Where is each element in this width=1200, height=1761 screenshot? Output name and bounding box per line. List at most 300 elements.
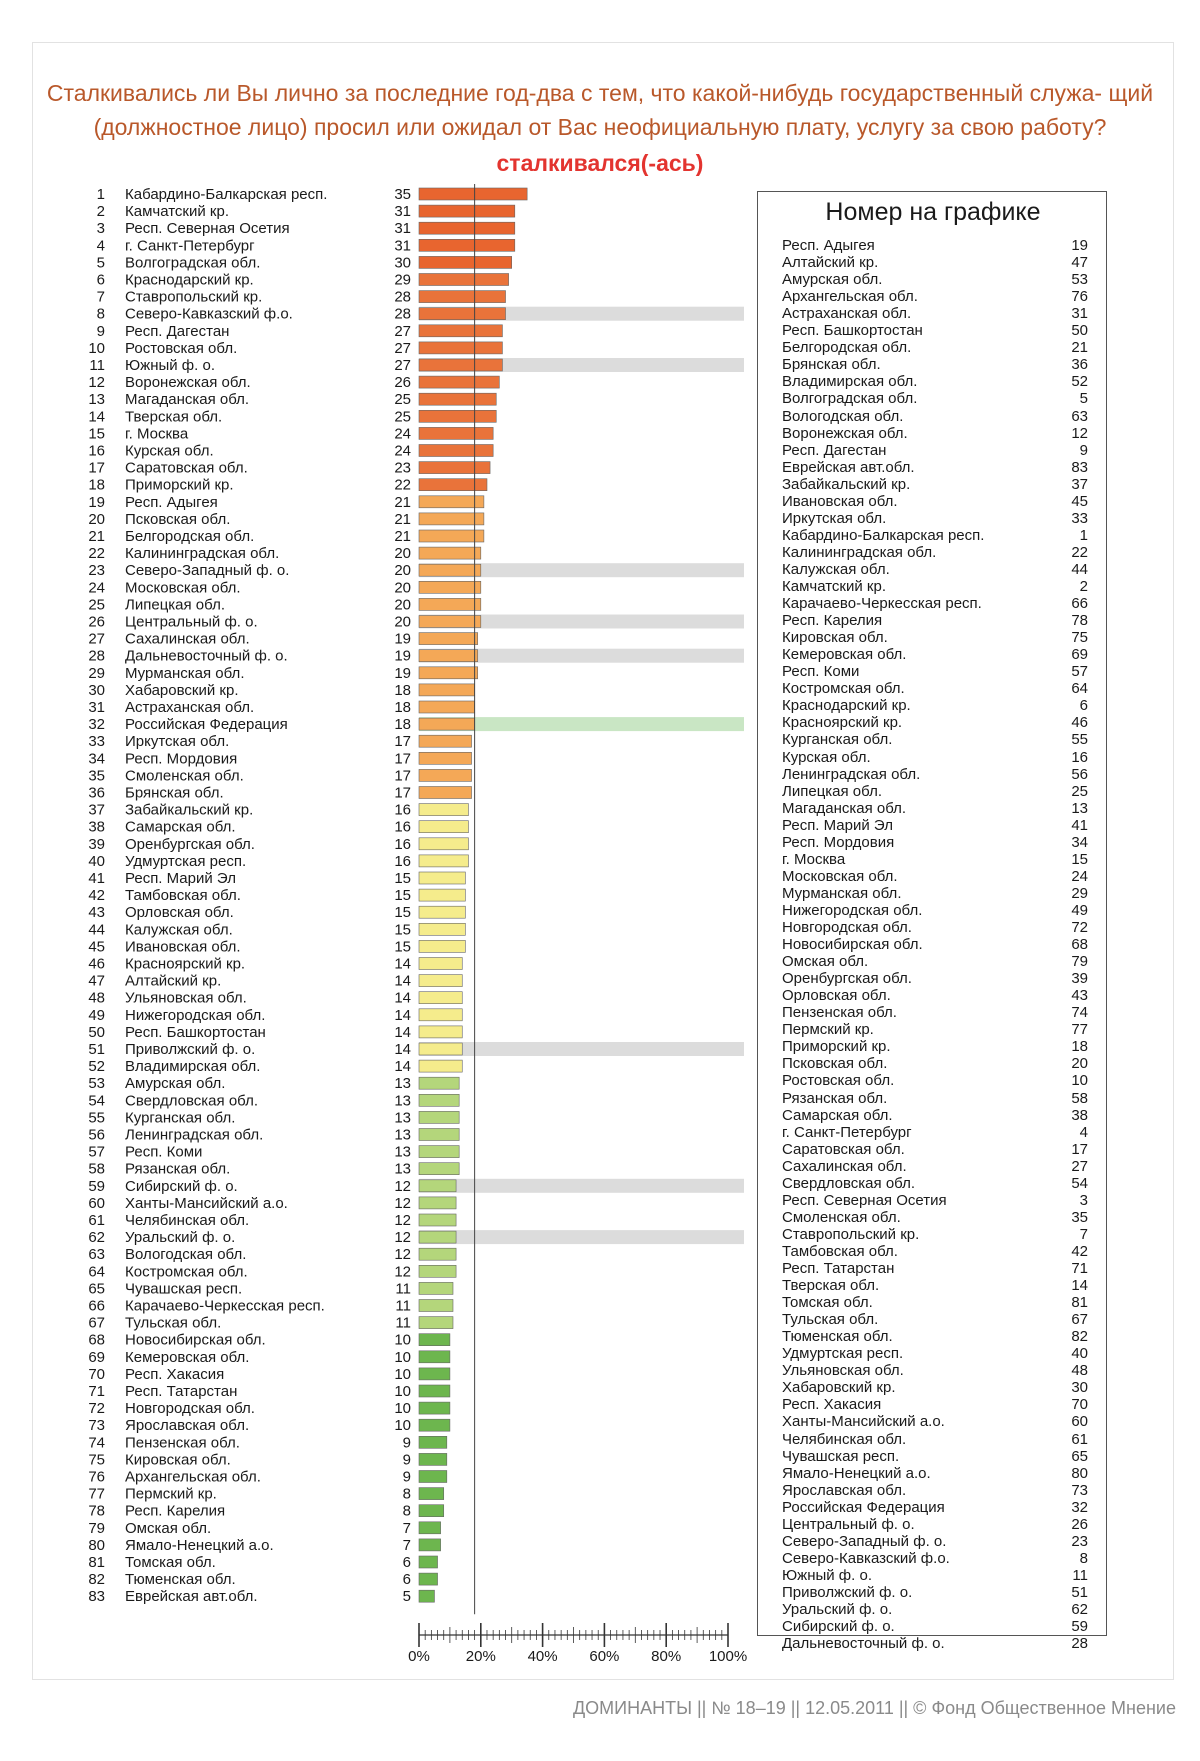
- bar: [419, 1317, 453, 1329]
- category-label: Оренбургская обл.: [125, 835, 255, 853]
- category-label: Калужская обл.: [125, 921, 233, 939]
- value-label: 13: [394, 1160, 411, 1178]
- legend-item: [782, 1635, 1088, 1652]
- bar: [419, 410, 496, 422]
- value-label: 20: [394, 562, 411, 580]
- value-label: 12: [394, 1212, 411, 1229]
- legend-item-number: 69: [1071, 646, 1088, 664]
- bar: [419, 1094, 459, 1106]
- x-tick-label: 60%: [589, 1648, 620, 1665]
- legend-item-number: 52: [1071, 373, 1088, 391]
- legend-item-number: 68: [1071, 936, 1088, 954]
- category-label: Красноярский кр.: [125, 955, 246, 973]
- value-label: 20: [394, 579, 411, 597]
- value-label: 14: [394, 972, 411, 990]
- value-label: 30: [394, 254, 411, 272]
- value-label: 15: [394, 938, 411, 956]
- category-label: Новгородская обл.: [125, 1400, 255, 1418]
- bar: [419, 958, 462, 970]
- legend-item-name: Калининградская обл.: [782, 543, 937, 561]
- row-rank: 28: [88, 647, 105, 665]
- legend-item-name: Уральский ф. о.: [782, 1601, 893, 1618]
- legend-item: [782, 851, 1088, 868]
- row-rank: 68: [88, 1331, 105, 1349]
- row-rank: 71: [88, 1383, 105, 1400]
- row-rank: 34: [88, 750, 105, 768]
- value-label: 12: [394, 1177, 411, 1195]
- legend-item: [782, 459, 1088, 476]
- category-label: Респ. Хакасия: [125, 1365, 225, 1383]
- legend-item-name: Новгородская обл.: [782, 919, 912, 936]
- legend-item-name: Оренбургская обл.: [782, 970, 912, 988]
- legend-box: [757, 191, 1107, 1653]
- legend-item-number: 82: [1071, 1328, 1088, 1346]
- legend-item-number: 58: [1071, 1089, 1088, 1107]
- legend-item-name: Северо-Западный ф. о.: [782, 1532, 947, 1550]
- category-label: Сахалинская обл.: [125, 630, 250, 648]
- legend-item: [782, 390, 1088, 407]
- x-tick-label: 40%: [527, 1648, 558, 1665]
- category-label: Алтайский кр.: [125, 972, 222, 990]
- legend-item-name: Псковская обл.: [782, 1055, 888, 1073]
- value-label: 17: [394, 784, 411, 802]
- bar: [419, 1402, 450, 1414]
- row-rank: 18: [88, 476, 105, 494]
- legend-item: [782, 868, 1088, 885]
- value-label: 25: [394, 408, 411, 426]
- legend-item-name: Костромская обл.: [782, 680, 905, 698]
- row-rank: 42: [88, 887, 105, 905]
- value-label: 18: [394, 716, 411, 734]
- bar: [419, 769, 472, 781]
- legend-item: [782, 254, 1088, 271]
- value-label: 15: [394, 870, 411, 887]
- bar: [419, 855, 468, 867]
- category-label: Приморский кр.: [125, 476, 234, 494]
- value-label: 10: [394, 1331, 411, 1349]
- value-label: 24: [394, 442, 411, 460]
- legend-item: [782, 442, 1088, 459]
- row-rank: 19: [88, 493, 105, 511]
- row-rank: 37: [88, 801, 105, 819]
- legend-item-number: 2: [1079, 578, 1088, 595]
- legend-item-number: 14: [1071, 1277, 1088, 1295]
- chart-title: Сталкивались ли Вы лично за последние год-два с тем, что какой-нибудь государственный служа- щий (должностное лицо) просил или ожидал от Вас неофициальную плату, услугу за свою работу?: [46, 80, 1154, 140]
- category-label: Самарская обл.: [125, 818, 236, 836]
- legend-item-name: Респ. Марий Эл: [782, 816, 893, 834]
- value-label: 6: [402, 1571, 411, 1589]
- value-label: 7: [402, 1536, 411, 1554]
- bar: [419, 479, 487, 491]
- value-label: 16: [394, 835, 411, 853]
- bar: [419, 1488, 444, 1500]
- bar: [419, 205, 515, 217]
- chart-rows: [88, 184, 527, 1614]
- legend-item-number: 76: [1071, 288, 1088, 306]
- row-rank: 30: [88, 681, 105, 699]
- category-label: Магаданская обл.: [125, 391, 250, 409]
- legend-item-number: 81: [1071, 1294, 1088, 1312]
- category-label: Калининградская обл.: [125, 545, 280, 563]
- legend-item-name: Саратовская обл.: [782, 1140, 905, 1158]
- category-label: Ямало-Ненецкий а.о.: [125, 1536, 274, 1554]
- row-rank: 62: [88, 1229, 105, 1247]
- bar: [419, 992, 462, 1004]
- legend-item-number: 72: [1071, 919, 1088, 936]
- legend-item-name: Кировская обл.: [782, 629, 888, 647]
- value-label: 7: [402, 1519, 411, 1537]
- legend-item-number: 65: [1071, 1447, 1088, 1465]
- category-label: Респ. Татарстан: [125, 1383, 238, 1400]
- category-label: Кировская обл.: [125, 1451, 231, 1469]
- value-label: 8: [402, 1502, 411, 1520]
- legend-item-name: Ивановская обл.: [782, 492, 898, 510]
- bar: [419, 1043, 462, 1055]
- legend-item-number: 23: [1071, 1532, 1088, 1550]
- legend-item-number: 45: [1071, 492, 1088, 510]
- bar: [419, 633, 478, 645]
- legend-item-name: Ханты-Мансийский а.о.: [782, 1413, 945, 1431]
- bar: [419, 1197, 456, 1209]
- bar: [419, 359, 502, 371]
- bar: [419, 1248, 456, 1260]
- legend-item-number: 63: [1071, 407, 1088, 425]
- bar: [419, 1026, 462, 1038]
- row-rank: 78: [88, 1502, 105, 1520]
- row-rank: 66: [88, 1297, 105, 1315]
- legend-item-name: Алтайский кр.: [782, 254, 879, 272]
- legend-item-number: 7: [1079, 1225, 1088, 1243]
- row-rank: 49: [88, 1006, 105, 1024]
- legend-item: [782, 1226, 1088, 1243]
- legend-item-number: 27: [1071, 1157, 1088, 1175]
- legend-item-number: 9: [1079, 441, 1088, 459]
- bar: [419, 1351, 450, 1363]
- bar: [419, 1385, 450, 1397]
- value-label: 14: [394, 1041, 411, 1058]
- bar: [419, 787, 472, 799]
- legend-item: [782, 339, 1088, 356]
- legend-item: [782, 885, 1088, 902]
- category-label: Ярославская обл.: [125, 1417, 250, 1435]
- category-label: Еврейская авт.обл.: [125, 1588, 258, 1606]
- legend-item-name: Респ. Хакасия: [782, 1396, 882, 1414]
- row-rank: 46: [88, 955, 105, 973]
- legend-item: [782, 766, 1088, 783]
- value-label: 19: [394, 647, 411, 665]
- value-label: 12: [394, 1246, 411, 1264]
- row-rank: 82: [88, 1571, 105, 1589]
- category-label: Новосибирская обл.: [125, 1331, 266, 1349]
- legend-item-name: Свердловская обл.: [782, 1174, 915, 1192]
- value-label: 22: [394, 476, 411, 494]
- value-label: 21: [394, 493, 411, 511]
- legend-item: [782, 1260, 1088, 1277]
- legend-item-name: Астраханская обл.: [782, 305, 912, 323]
- bar: [419, 1590, 434, 1602]
- legend-item: [782, 970, 1088, 987]
- bar: [419, 1265, 456, 1277]
- legend-item-name: Брянская обл.: [782, 356, 881, 374]
- row-rank: 9: [96, 322, 105, 340]
- category-label: Костромская обл.: [125, 1263, 248, 1281]
- value-label: 17: [394, 733, 411, 751]
- row-rank: 77: [88, 1485, 105, 1503]
- bar: [419, 1368, 450, 1380]
- legend-item-name: Ульяновская обл.: [782, 1362, 904, 1380]
- legend-item: [782, 1141, 1088, 1158]
- bar: [419, 1282, 453, 1294]
- legend-item-number: 74: [1071, 1004, 1088, 1022]
- legend-item-name: Томская обл.: [782, 1294, 873, 1312]
- legend-item-name: Тульская обл.: [782, 1311, 879, 1329]
- value-label: 27: [394, 339, 411, 357]
- value-label: 13: [394, 1126, 411, 1144]
- category-label: Томская обл.: [125, 1554, 216, 1571]
- value-label: 10: [394, 1348, 411, 1366]
- value-label: 13: [394, 1109, 411, 1127]
- legend-item: [782, 1294, 1088, 1311]
- legend-item-name: Иркутская обл.: [782, 509, 887, 527]
- category-label: Белгородская обл.: [125, 528, 255, 545]
- legend-item: [782, 902, 1088, 919]
- row-rank: 70: [88, 1365, 105, 1383]
- row-rank: 47: [88, 972, 105, 990]
- legend-item: [782, 612, 1088, 629]
- legend-item: [782, 373, 1088, 390]
- legend-item-number: 36: [1071, 356, 1088, 374]
- legend-item-name: Тверская обл.: [782, 1277, 880, 1295]
- category-label: Ставропольский кр.: [125, 288, 263, 306]
- row-band: [419, 1179, 744, 1193]
- row-rank: 27: [88, 630, 105, 648]
- category-label: Северо-Кавказский ф.о.: [125, 305, 293, 323]
- value-label: 14: [394, 1006, 411, 1024]
- value-label: 10: [394, 1365, 411, 1383]
- legend-item-name: Липецкая обл.: [782, 782, 882, 800]
- value-label: 8: [402, 1485, 411, 1503]
- legend-item: [782, 749, 1088, 766]
- value-label: 18: [394, 681, 411, 699]
- value-label: 15: [394, 887, 411, 905]
- legend-item-name: Челябинская обл.: [782, 1430, 907, 1448]
- legend-item-number: 16: [1071, 748, 1088, 766]
- legend-item: [782, 1413, 1088, 1430]
- legend-item: [782, 1431, 1088, 1448]
- value-label: 12: [394, 1229, 411, 1247]
- row-band: [419, 1042, 744, 1056]
- legend-item-name: Калужская обл.: [782, 560, 890, 578]
- x-tick-label: 20%: [465, 1648, 496, 1665]
- legend-item-name: Ленинградская обл.: [782, 765, 921, 783]
- bar: [419, 718, 475, 730]
- legend-item-name: Архангельская обл.: [782, 288, 918, 306]
- row-rank: 1: [96, 186, 105, 203]
- value-label: 19: [394, 664, 411, 682]
- legend-item-name: Пензенская обл.: [782, 1004, 897, 1022]
- legend-item: [782, 1448, 1088, 1465]
- legend-item-name: Московская обл.: [782, 867, 898, 885]
- row-rank: 75: [88, 1451, 105, 1469]
- bar: [419, 1129, 459, 1141]
- legend-item: [782, 1243, 1088, 1260]
- value-label: 11: [395, 1314, 411, 1332]
- legend-item: [782, 1465, 1088, 1482]
- legend-item: [782, 237, 1088, 254]
- legend-item-name: Тамбовская обл.: [782, 1242, 898, 1260]
- row-rank: 7: [96, 288, 105, 306]
- value-label: 12: [394, 1263, 411, 1281]
- legend-item-number: 77: [1071, 1021, 1088, 1039]
- row-rank: 74: [88, 1434, 105, 1452]
- legend-item: [782, 1618, 1088, 1635]
- row-band: [419, 1230, 744, 1244]
- legend-item-number: 42: [1071, 1242, 1088, 1260]
- row-rank: 38: [88, 818, 105, 836]
- category-label: Ленинградская обл.: [125, 1126, 264, 1144]
- legend-item-name: Смоленская обл.: [782, 1208, 901, 1226]
- legend-item-name: Северо-Кавказский ф.о.: [782, 1549, 950, 1567]
- legend-item: [782, 1482, 1088, 1499]
- legend-item-number: 55: [1071, 731, 1088, 749]
- row-rank: 59: [88, 1177, 105, 1195]
- legend-item-name: Сибирский ф. о.: [782, 1618, 895, 1636]
- legend-item-number: 80: [1071, 1464, 1088, 1482]
- bar: [419, 1453, 447, 1465]
- row-rank: 64: [88, 1263, 105, 1281]
- row-rank: 5: [96, 254, 105, 272]
- legend-item: [782, 1396, 1088, 1413]
- legend-item-number: 21: [1071, 339, 1088, 357]
- row-rank: 4: [96, 237, 105, 255]
- legend-item-name: Мурманская обл.: [782, 884, 902, 902]
- legend-item-name: г. Санкт-Петербург: [782, 1123, 912, 1141]
- legend-item: [782, 714, 1088, 731]
- legend-item-name: Камчатский кр.: [782, 578, 886, 595]
- legend-item: [782, 731, 1088, 748]
- category-label: Курская обл.: [125, 442, 214, 460]
- bar: [419, 940, 465, 952]
- value-label: 24: [394, 425, 411, 443]
- row-rank: 16: [88, 442, 105, 460]
- row-rank: 61: [88, 1212, 105, 1229]
- bar: [419, 1077, 459, 1089]
- category-label: Респ. Адыгея: [125, 493, 218, 511]
- legend-item-number: 71: [1071, 1260, 1088, 1277]
- row-rank: 51: [88, 1041, 105, 1058]
- value-label: 6: [402, 1554, 411, 1571]
- legend-item: [782, 1277, 1088, 1294]
- row-rank: 56: [88, 1126, 105, 1144]
- bar: [419, 752, 472, 764]
- row-rank: 23: [88, 562, 105, 580]
- value-label: 28: [394, 288, 411, 306]
- legend-item-number: 5: [1079, 390, 1088, 408]
- x-axis: [408, 1623, 747, 1665]
- value-label: 17: [394, 767, 411, 785]
- legend-item: [782, 1516, 1088, 1533]
- legend-item: [782, 663, 1088, 680]
- legend-item: [782, 578, 1088, 595]
- value-label: 14: [394, 989, 411, 1007]
- legend-item: [782, 1550, 1088, 1567]
- legend-item: [782, 527, 1088, 544]
- category-label: Тамбовская обл.: [125, 887, 241, 905]
- legend-item: [782, 1567, 1088, 1584]
- legend-item: [782, 408, 1088, 425]
- value-label: 16: [394, 801, 411, 819]
- legend-item-number: 62: [1071, 1601, 1088, 1618]
- legend-item-number: 18: [1071, 1038, 1088, 1056]
- legend-item-name: Респ. Адыгея: [782, 237, 875, 254]
- bar: [419, 684, 475, 696]
- row-rank: 45: [88, 938, 105, 956]
- bar: [419, 650, 478, 662]
- legend-item-number: 37: [1071, 475, 1088, 493]
- row-rank: 26: [88, 613, 105, 631]
- row-rank: 21: [88, 528, 105, 545]
- bar: [419, 1060, 462, 1072]
- value-label: 20: [394, 613, 411, 631]
- legend-item-number: 10: [1071, 1072, 1088, 1090]
- category-label: Тульская обл.: [125, 1314, 222, 1332]
- row-rank: 76: [88, 1468, 105, 1486]
- row-rank: 44: [88, 921, 105, 939]
- legend-item: [782, 595, 1088, 612]
- bar: [419, 1231, 456, 1243]
- legend-item-number: 41: [1071, 816, 1088, 834]
- bar: [419, 376, 499, 388]
- legend-item-name: Удмуртская респ.: [782, 1345, 904, 1363]
- legend-item-name: Южный ф. о.: [782, 1566, 872, 1584]
- value-label: 5: [402, 1588, 411, 1606]
- category-label: Респ. Башкортостан: [125, 1023, 266, 1041]
- value-label: 17: [394, 750, 411, 768]
- value-label: 20: [394, 545, 411, 563]
- legend-item-name: Нижегородская обл.: [782, 901, 923, 919]
- value-label: 15: [394, 904, 411, 922]
- legend-item-name: Омская обл.: [782, 953, 869, 971]
- category-label: Южный ф. о.: [125, 357, 215, 374]
- row-rank: 60: [88, 1194, 105, 1212]
- category-label: Приволжский ф. о.: [125, 1041, 256, 1058]
- legend-item-name: Орловская обл.: [782, 987, 891, 1005]
- legend-item-number: 25: [1071, 782, 1088, 800]
- bar: [419, 1300, 453, 1312]
- category-label: Сибирский ф. о.: [125, 1177, 238, 1195]
- row-rank: 58: [88, 1160, 105, 1178]
- bar: [419, 308, 506, 320]
- legend-item: [782, 1584, 1088, 1601]
- row-rank: 57: [88, 1143, 105, 1161]
- bar: [419, 1539, 441, 1551]
- legend-item-number: 49: [1071, 901, 1088, 919]
- bar: [419, 274, 509, 286]
- bar: [419, 906, 465, 918]
- bar: [419, 291, 506, 303]
- legend-item: [782, 1328, 1088, 1345]
- legend-item-name: Чувашская респ.: [782, 1447, 900, 1465]
- value-label: 11: [395, 1297, 411, 1315]
- legend-item-name: Респ. Мордовия: [782, 833, 895, 851]
- legend-item: [782, 1311, 1088, 1328]
- legend-item: [782, 629, 1088, 646]
- value-label: 20: [394, 596, 411, 614]
- category-label: Респ. Карелия: [125, 1502, 226, 1520]
- legend-item-number: 3: [1079, 1191, 1088, 1209]
- legend-item: [782, 1192, 1088, 1209]
- value-label: 10: [394, 1383, 411, 1400]
